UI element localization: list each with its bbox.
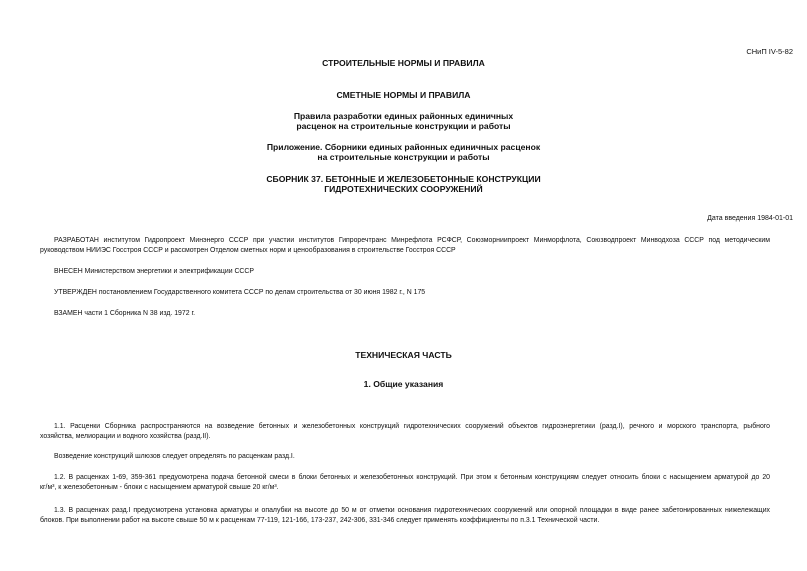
paragraph-1-2: 1.2. В расценках 1-69, 359-361 предусмотрена подача бетонной смеси в блоки бетонных и железобетонных конструкций. При этом к бетонным конструкциям следует относить блоки с насыщением арматурой до 20 кг/м³, к железобетонным - блоки с насыщением арматурой свыше 20 кг/м³. [40, 474, 770, 492]
introduced-by-paragraph: ВНЕСЕН Министерством энергетики и электрификации СССР [54, 268, 254, 275]
replaces-paragraph: ВЗАМЕН части 1 Сборника N 38 изд. 1972 г. [54, 310, 196, 317]
main-title: СТРОИТЕЛЬНЫЕ НОРМЫ И ПРАВИЛА [322, 58, 485, 68]
section-heading: 1. Общие указания [363, 379, 444, 389]
approved-paragraph: УТВЕРЖДЕН постановлением Государственного комитета СССР по делам строительства от 30 июня 1982 г., N 175 [54, 289, 426, 296]
intro-date: Дата введения 1984-01-01 [707, 215, 793, 222]
appendix-title: Приложение. Сборники единых районных единичных расценок на строительные конструкции и работы [266, 142, 541, 163]
rules-title: Правила разработки единых районных единичных расценок на строительные конструкции и работы [293, 111, 514, 132]
paragraph-1-1: 1.1. Расценки Сборника распространяются на возведение бетонных и железобетонных конструкций гидротехнических сооружений объектов гидроэнергетики (разд.I), речного и морского транспорта, рыбного хозяйства, мелиорации и водного хозяйства (разд.II). [40, 423, 770, 441]
technical-part-heading: ТЕХНИЧЕСКАЯ ЧАСТЬ [355, 350, 452, 360]
paragraph-1-3: 1.3. В расценках разд.I предусмотрена установка арматуры и опалубки на высоте до 50 м от отметки основания гидротехнических сооружений или опорной площадки в виде ранее забетонированных нижележащих блоков. При выполнении работ на высоте свыше 50 м к расценкам 77-119, 121-166, 173-237, 242-306, 331-346 следует применять коэффициенты по п.3.1 Технической части. [40, 507, 770, 525]
developed-by-paragraph: РАЗРАБОТАН институтом Гидропроект Минэнерго СССР при участии институтов Гипроречтранс Минрефлота РСФСР, Союзморниипроект Минморфлота, Союзводпроект Минводхоза СССР под методическим руководством НИИЭС Госстроя СССР и рассмотрен Отделом сметных норм и ценообразования в строительстве Госстроя СССР [40, 237, 770, 255]
paragraph-locks: Возведение конструкций шлюзов следует определять по расценкам разд.I. [54, 453, 295, 460]
document-code: СНиП IV-5-82 [746, 47, 793, 56]
subtitle: СМЕТНЫЕ НОРМЫ И ПРАВИЛА [336, 90, 471, 100]
collection-title: СБОРНИК 37. БЕТОННЫЕ И ЖЕЛЕЗОБЕТОННЫЕ КОНСТРУКЦИИ ГИДРОТЕХНИЧЕСКИХ СООРУЖЕНИЙ [266, 174, 541, 195]
